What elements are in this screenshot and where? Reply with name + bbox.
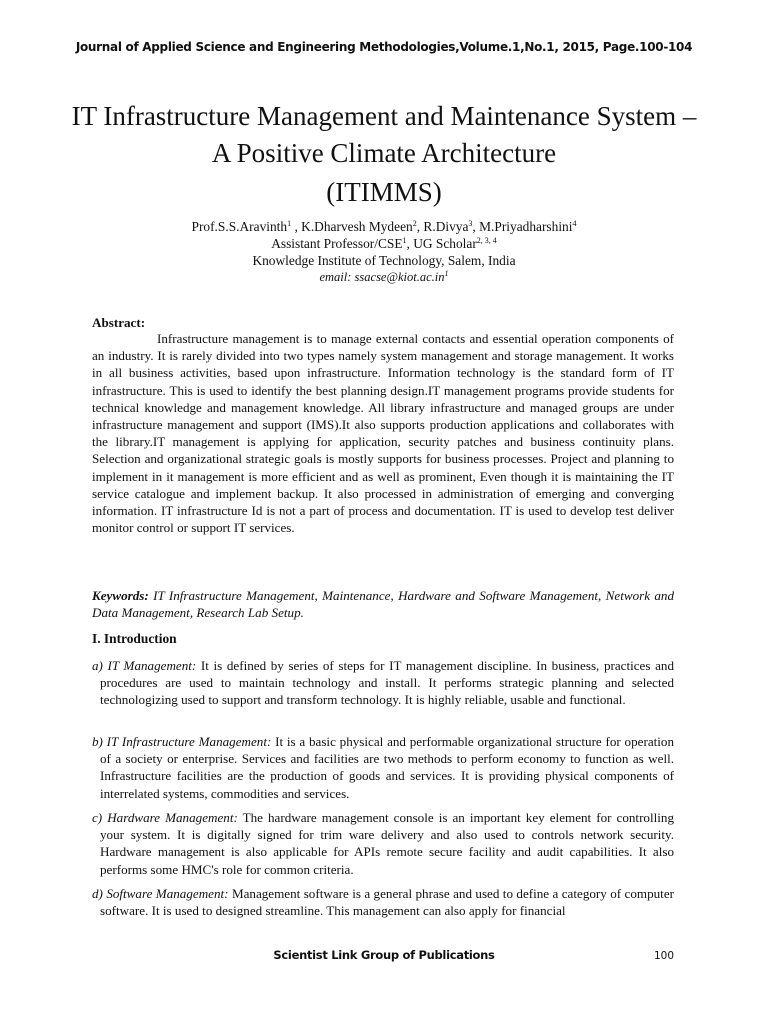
author-1-sup: 1: [287, 219, 292, 228]
author-roles: [0, 235, 768, 252]
author-4-sup: 4: [572, 219, 577, 228]
journal-header: Journal of Applied Science and Engineering Methodologies,Volume.1,No.1, 2015, Page.100-104: [75, 40, 693, 54]
intro-item-a-lead: a) IT Management:: [92, 658, 197, 673]
author-names: [0, 218, 768, 235]
intro-item-a-text: It is defined by series of steps for IT management discipline. In business, practices and procedures are used to maintain technology and install. It performs strategic planning and selected technologizing used to support and transform technology. It is highly reliable, usable and functional.: [100, 658, 674, 708]
abstract-body: [92, 330, 674, 536]
publisher-footer: Scientist Link Group of Publications: [273, 948, 495, 962]
intro-item-d-lead: d) Software Management:: [92, 886, 229, 901]
page-number: 100: [654, 950, 675, 962]
intro-item-b-lead: b) IT Infrastructure Management:: [92, 734, 272, 749]
abstract-heading: Abstract:: [92, 315, 146, 330]
intro-item-d-text: Management software is a general phrase and used to define a category of computer software. It is used to designed streamline. This management can also apply for financial: [100, 886, 674, 919]
author-1: Prof.S.S.Aravinth: [191, 219, 288, 234]
author-2-sup: 2: [412, 219, 417, 228]
role-2: , UG Scholar: [406, 236, 477, 251]
author-3-sup: 3: [468, 219, 473, 228]
email-text: email: ssacse@kiot.ac.in: [319, 270, 445, 284]
author-2: , K.Dharvesh Mydeen: [291, 219, 413, 234]
keywords: [92, 587, 674, 621]
email-sup: 1: [444, 269, 449, 278]
author-4: , M.Priyadharshini: [472, 219, 573, 234]
keywords-label: Keywords:: [92, 588, 149, 603]
intro-item-c-lead: c) Hardware Management:: [92, 810, 238, 825]
keywords-text: IT Infrastructure Management, Maintenance, Hardware and Software Management, Network and Data Management, Research Lab Setup.: [92, 588, 674, 621]
author-block: [0, 218, 768, 286]
institute: Knowledge Institute of Technology, Salem, India: [252, 253, 516, 268]
abstract-text: Infrastructure management is to manage external contacts and essential operation components of an industry. It is rarely divided into two types namely system management and storage management. It works in all business activities, based upon infrastructure. Information technology is the standard form of IT infrastructure. This is used to identify the best planning design.IT management programs provide students for technical knowledge and management knowledge. All library infrastructure and managed groups are under infrastructure management and support (IMS).It also supports production applications and collaborates with the library.IT management is applying for application, security patches and business continuity plans. Selection and organizational strategic goals is mostly supports for business processes. Project and planning to implement in it management is more efficient and as well as prominent, Even though it is maintaining the IT service catalogue and implement backup. It also processed in administration of emerging and converging information. IT infrastructure Id is not a part of process and documentation. IT is used to develop test deliver monitor control or support IT services.: [92, 331, 674, 536]
intro-item-b-text: It is a basic physical and performable organizational structure for operation of a society or enterprise. Services and facilities are two methods to perform economy to function as well. Infrastructure facilities are the production of goods and services. It is providing physical components of interrelated systems, commodities and services.: [100, 734, 674, 801]
author-email: [0, 269, 768, 286]
intro-item-c: [92, 809, 674, 878]
role-2-sup: 2, 3, 4: [476, 236, 497, 245]
role-1-sup: 1: [402, 236, 407, 245]
intro-item-b: [92, 733, 674, 802]
intro-item-c-text: The hardware management console is an important key element for controlling your system. It is digitally signed for trim ware delivery and also used to controls network security. Hardware management is also applicable for APIs remote secure facility and audit capabilities. It also performs some HMC's role for common criteria.: [100, 810, 674, 877]
intro-item-a: [92, 657, 674, 709]
section-heading-introduction: I. Introduction: [92, 631, 177, 646]
paper-title: IT Infrastructure Management and Maintenance System – A Positive Climate Architecture: [71, 101, 697, 168]
author-3: , R.Divya: [416, 219, 469, 234]
role-1: Assistant Professor/CSE: [271, 236, 403, 251]
intro-item-d: [92, 885, 674, 919]
paper-title-abbreviation: (ITIMMS): [326, 177, 442, 207]
